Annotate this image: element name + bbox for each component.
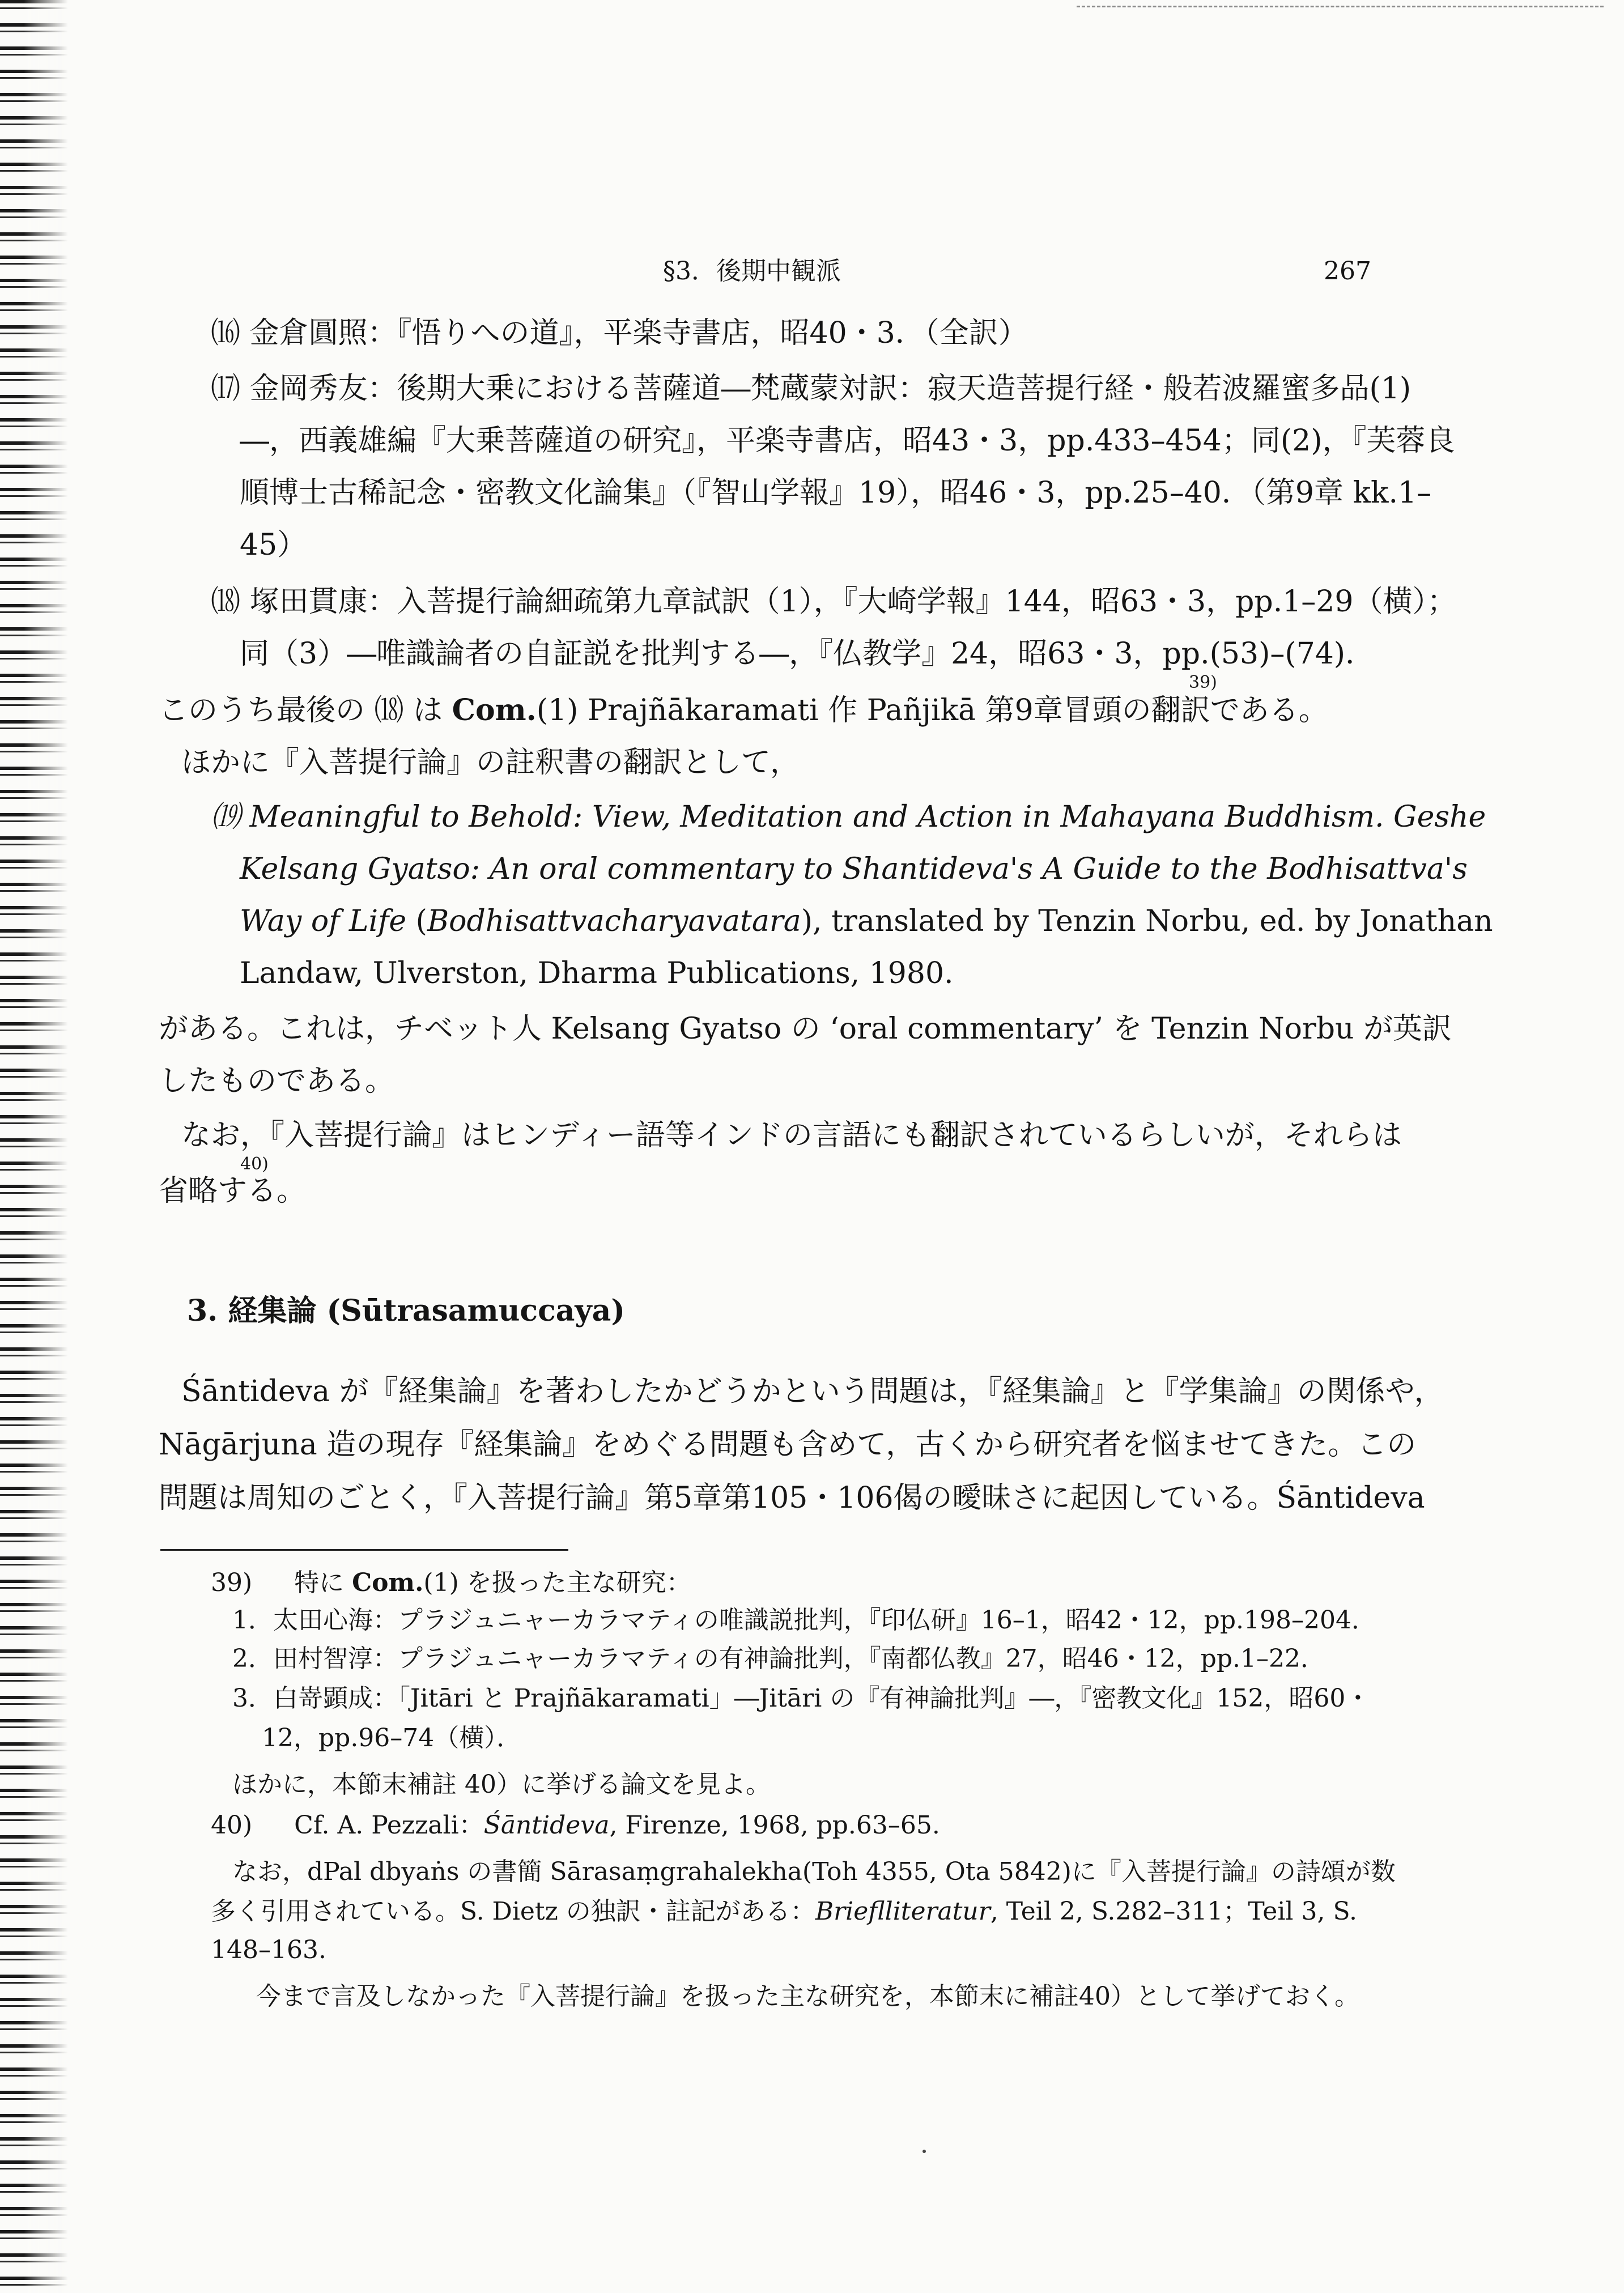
scan-top-mark: [1077, 6, 1604, 7]
bib-entry-19-paren-open: (: [406, 904, 427, 938]
bib-entry-17-line1: ⒄ 金岡秀友：後期大乗における菩薩道―梵蔵蒙対訳：寂天造菩提行経・般若波羅蜜多品(1): [211, 372, 1412, 406]
bib-entry-16: ⒃ 金倉圓照：『悟りへの道』，平楽寺書店，昭40・3．（全訳）: [211, 316, 1028, 350]
paragraph-1: [159, 692, 1328, 729]
footnote-39: [211, 1567, 691, 1599]
footnote-40-label: 40): [211, 1811, 253, 1840]
footnote-39-item-1: 1．太田心海：プラジュニャーカラマティの唯識説批判，『印仏研』16–1，昭42・12，pp.198–204．: [232, 1606, 1376, 1635]
footnote-39-item-2: 2．田村智淳：プラジュニャーカラマティの有神論批判，『南都仏教』27，昭46・12，pp.1–22．: [232, 1644, 1325, 1673]
paragraph-4-line1: なお，『入菩提行論』はヒンディー語等インドの言語にも翻訳されているらしいが，それらは: [181, 1118, 1402, 1152]
footnote-40: [211, 1810, 940, 1841]
footnote-ref-39: 39): [1189, 673, 1217, 692]
paragraph-5-line3: 問題は周知のごとく，『入菩提行論』第5章第105・106偈の曖昧さに起因している。Śāntideva: [159, 1481, 1425, 1515]
footnote-40-line3-a: 多く引用されている。S. Dietz の独訳・註記がある：: [211, 1897, 815, 1926]
bib-entry-17-line3: 順博士古稀記念・密教文化論集』（『智山学報』19），昭46・3，pp.25–40．（第9章 kk.1–: [240, 476, 1432, 510]
paragraph-1-suffix: (1) Prajñākaramati 作 Pañjikā 第9章冒頭の翻訳である。: [536, 694, 1328, 728]
footnote-40-line3-b: , Teil 2, S.282–311；Teil 3, S.: [990, 1897, 1358, 1926]
footnote-40-title: Śāntideva: [483, 1811, 610, 1840]
footnote-rule: [160, 1549, 568, 1551]
bib-entry-19-line2: Kelsang Gyatso: An oral commentary to Shantideva's A Guide to the Bodhisattva's: [240, 852, 1468, 886]
bib-entry-19-line1: ⒆ Meaningful to Behold: View, Meditation and Action in Mahayana Buddhism. Geshe: [211, 800, 1486, 834]
bib-entry-17-line4: 45）: [240, 528, 307, 562]
footnote-39-extra: ほかに，本節末補註 40）に挙げる論文を見よ。: [232, 1770, 771, 1799]
bib-entry-19-title-part: Way of Life: [240, 904, 407, 938]
bib-entry-19-sanskrit-title: Bodhisattvacharyavatara: [427, 904, 801, 938]
footnote-40-line2: なお，dPal dbyaṅs の書簡 Sārasaṃgrahalekha(Toh 4355, Ota 5842)に『入菩提行論』の詩頌が数: [232, 1857, 1396, 1886]
scan-binding-edge: [0, 0, 68, 2293]
footnote-40-author: Cf. A. Pezzali：: [294, 1811, 484, 1840]
paragraph-5-line2: Nāgārjuna 造の現存『経集論』をめぐる問題も含めて，古くから研究者を悩ませてきた。この: [159, 1428, 1417, 1462]
bib-entry-17-line2: ―，西義雄編『大乗菩薩道の研究』，平楽寺書店，昭43・3，pp.433–454；同(2)，『芙蓉良: [240, 424, 1455, 458]
page-number: 267: [1324, 257, 1371, 286]
paragraph-3-line1: がある。これは，チベット人 Kelsang Gyatso の ‘oral commentary’ を Tenzin Norbu が英訳: [159, 1012, 1452, 1046]
footnote-ref-40: 40): [240, 1154, 269, 1174]
paragraph-1-com: Com.: [452, 693, 537, 728]
bib-entry-19-line3: [240, 903, 1493, 939]
footnote-40-line5: 今まで言及しなかった『入菩提行論』を扱った主な研究を，本節末に補註40）として挙げておく。: [256, 1982, 1360, 2011]
footnote-39-intro-a: 特に: [294, 1568, 352, 1597]
footnote-39-label: 39): [211, 1568, 253, 1597]
running-header-section: §3．後期中観派: [663, 257, 841, 286]
section-3-heading: [187, 1293, 625, 1329]
bib-entry-18-line1: ⒅ 塚田貫康：入菩提行論細疏第九章試訳（1），『大崎学報』144，昭63・3，pp.1–29（横）；: [211, 585, 1457, 619]
paragraph-1-prefix: このうち最後の ⒅ は: [159, 694, 452, 728]
paragraph-4-line2: 省略する。: [159, 1174, 307, 1208]
paragraph-5-line1: Śāntideva が『経集論』を著わしたかどうかという問題は，『経集論』と『学集論』の関係や，: [181, 1375, 1444, 1409]
footnote-39-com: Com.: [352, 1568, 424, 1597]
section-3-title-en: (Sūtrasamuccaya): [326, 1294, 625, 1328]
bib-entry-19-line4: Landaw, Ulverston, Dharma Publications, 1980.: [240, 956, 954, 990]
footnote-39-intro-b: (1) を扱った主な研究：: [423, 1568, 691, 1597]
footnote-40-line4: 148–163.: [211, 1935, 326, 1964]
paragraph-3-line2: したものである。: [159, 1064, 395, 1098]
paragraph-2: ほかに『入菩提行論』の註釈書の翻訳として，: [181, 746, 800, 780]
bib-entry-19-translator: ), translated by Tenzin Norbu, ed. by Jonathan: [801, 904, 1493, 938]
footnote-39-item-3-line1: 3．白嵜顕成：「Jitāri と Prajñākaramati」―Jitāri の『有神論批判』―，『密教文化』152，昭60・: [232, 1684, 1371, 1713]
footnote-40-line3-title: Brieflliteratur: [815, 1897, 990, 1926]
scan-speck: [922, 2150, 926, 2153]
section-3-title-jp: 経集論: [228, 1294, 317, 1328]
footnote-40-pub: , Firenze, 1968, pp.63–65.: [609, 1811, 940, 1840]
footnote-39-item-3-line2: 12，pp.96–74（横）．: [262, 1724, 522, 1752]
bib-entry-18-line2: 同（3）―唯識論者の自証説を批判する―，『仏教学』24，昭63・3，pp.(53)–(74)．: [240, 637, 1375, 671]
footnote-40-line3: [211, 1896, 1357, 1928]
section-3-number: 3.: [187, 1294, 218, 1328]
